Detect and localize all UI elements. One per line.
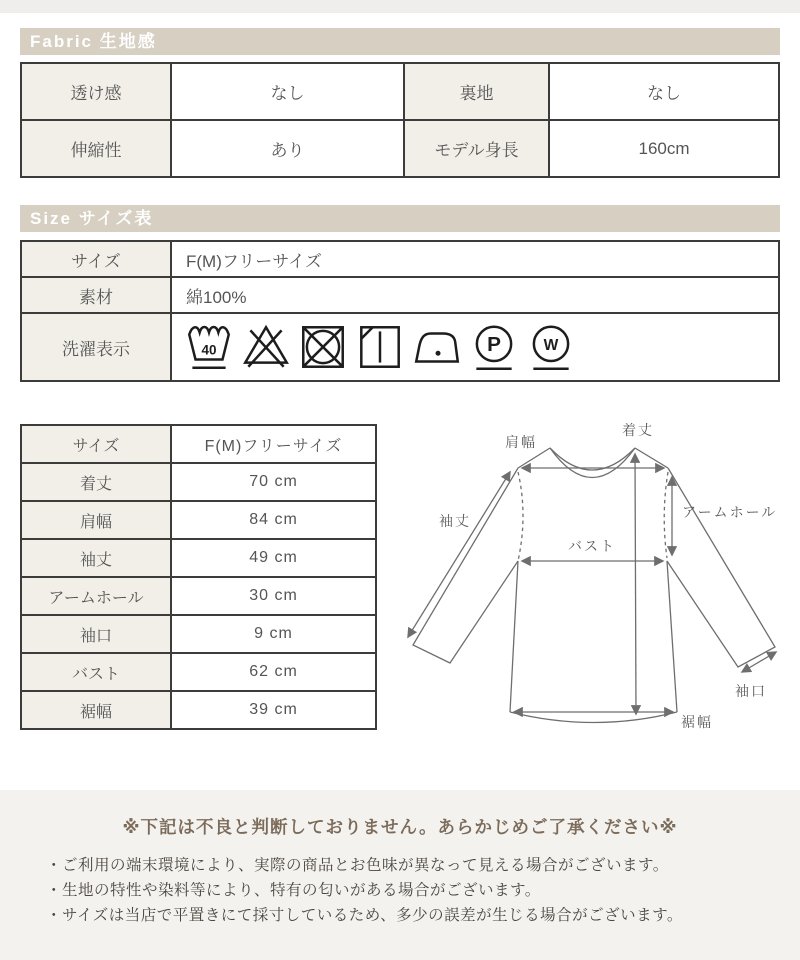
measurement-label: 肩幅 [21, 501, 171, 539]
diagram-label-sleeve-length: 袖丈 [439, 513, 471, 529]
size-info-row [21, 241, 779, 277]
fabric-label: 透け感 [21, 63, 171, 120]
size-info-label: サイズ [21, 241, 171, 277]
svg-text:W: W [543, 337, 559, 355]
measurement-row [21, 539, 376, 577]
body-left [510, 561, 518, 712]
measurement-value: 84 cm [171, 501, 376, 539]
measurement-value: 49 cm [171, 539, 376, 577]
fabric-section-title: Fabric 生地感 [30, 32, 157, 51]
sleeve-right [667, 468, 778, 667]
sleeve-left [413, 468, 518, 663]
shoulder-left [518, 448, 550, 468]
fabric-row [21, 63, 779, 120]
no-tumble-dry-icon [298, 320, 348, 374]
dry-clean-p-icon [469, 320, 519, 374]
measurement-label: サイズ [21, 425, 171, 463]
diagram-label-bust: バスト [568, 538, 616, 554]
size-info-row [21, 277, 779, 313]
measurement-label: 袖丈 [21, 539, 171, 577]
notes-list [0, 853, 800, 928]
measurement-row [21, 501, 376, 539]
svg-text:40: 40 [201, 342, 217, 358]
measurement-value: 9 cm [171, 615, 376, 653]
measurement-row [21, 463, 376, 501]
measurement-value: F(M)フリーサイズ [171, 425, 376, 463]
fabric-value: あり [171, 120, 404, 177]
fabric-label: モデル身長 [404, 120, 549, 177]
measurement-label: アームホール [21, 577, 171, 615]
measurement-table [20, 424, 377, 730]
fabric-row [21, 120, 779, 177]
measurement-label: 袖口 [21, 615, 171, 653]
measurement-value: 70 cm [171, 463, 376, 501]
body-length-arrow [635, 454, 636, 714]
wash-symbols-cell [171, 313, 779, 381]
measurement-row [21, 577, 376, 615]
armhole-dashed-left [518, 472, 523, 561]
measurement-row [21, 691, 376, 729]
wash-symbols-strip [172, 320, 778, 374]
size-section-title: Size サイズ表 [30, 209, 154, 228]
fabric-value: なし [549, 63, 779, 120]
measurement-label: バスト [21, 653, 171, 691]
fabric-label: 裏地 [404, 63, 549, 120]
measurement-row [21, 653, 376, 691]
wash-symbols-label: 洗濯表示 [21, 313, 171, 381]
line-dry-shade-icon [355, 320, 405, 374]
diagram-label-cuff: 袖口 [735, 683, 767, 699]
measurement-value: 39 cm [171, 691, 376, 729]
wet-clean-w-icon [526, 320, 576, 374]
sleeve-length-arrow [408, 472, 510, 637]
top-strip [0, 0, 800, 13]
measurement-label: 着丈 [21, 463, 171, 501]
measurement-label: 裾幅 [21, 691, 171, 729]
measurement-value: 62 cm [171, 653, 376, 691]
notes-heading: ※下記は不良と判断しておりません。あらかじめご了承ください※ [122, 817, 678, 837]
iron-low-icon [412, 320, 462, 374]
fabric-table [20, 62, 780, 178]
body-right [667, 561, 677, 712]
note-item: ・生地の特性や染料等により、特有の匂いがある場合がございます。 [46, 882, 541, 899]
measurement-value: 30 cm [171, 577, 376, 615]
fabric-value: 160cm [549, 120, 779, 177]
measurement-row [21, 425, 376, 463]
garment-measurement-diagram [395, 415, 800, 755]
diagram-label-shoulder-width: 肩幅 [505, 434, 537, 450]
size-info-value: 綿100% [171, 277, 779, 313]
size-section-header [20, 205, 780, 232]
wash-symbols-row [21, 313, 779, 381]
notes-section [0, 790, 800, 960]
armhole-dashed-right [664, 472, 668, 558]
size-info-label: 素材 [21, 277, 171, 313]
size-info-value: F(M)フリーサイズ [171, 241, 779, 277]
note-item: ・ご利用の端末環境により、実際の商品とお色味が異なって見える場合がございます。 [46, 857, 669, 874]
neckline-outer [550, 448, 635, 470]
fabric-label: 伸縮性 [21, 120, 171, 177]
wash-40-icon [184, 320, 234, 374]
fabric-value: なし [171, 63, 404, 120]
svg-text:P: P [487, 333, 501, 357]
diagram-label-hem-width: 裾幅 [681, 714, 713, 730]
diagram-label-armhole: アームホール [682, 504, 778, 520]
no-bleach-icon [241, 320, 291, 374]
measurement-row [21, 615, 376, 653]
neckline-inner [550, 448, 635, 478]
size-info-table [20, 240, 780, 382]
note-item: ・サイズは当店で平置きにて採寸しているため、多少の誤差が生じる場合がございます。 [46, 907, 683, 924]
hem-curve [510, 712, 677, 723]
shoulder-right [635, 448, 668, 468]
fabric-section-header [20, 28, 780, 55]
diagram-label-body-length: 着丈 [622, 422, 654, 438]
